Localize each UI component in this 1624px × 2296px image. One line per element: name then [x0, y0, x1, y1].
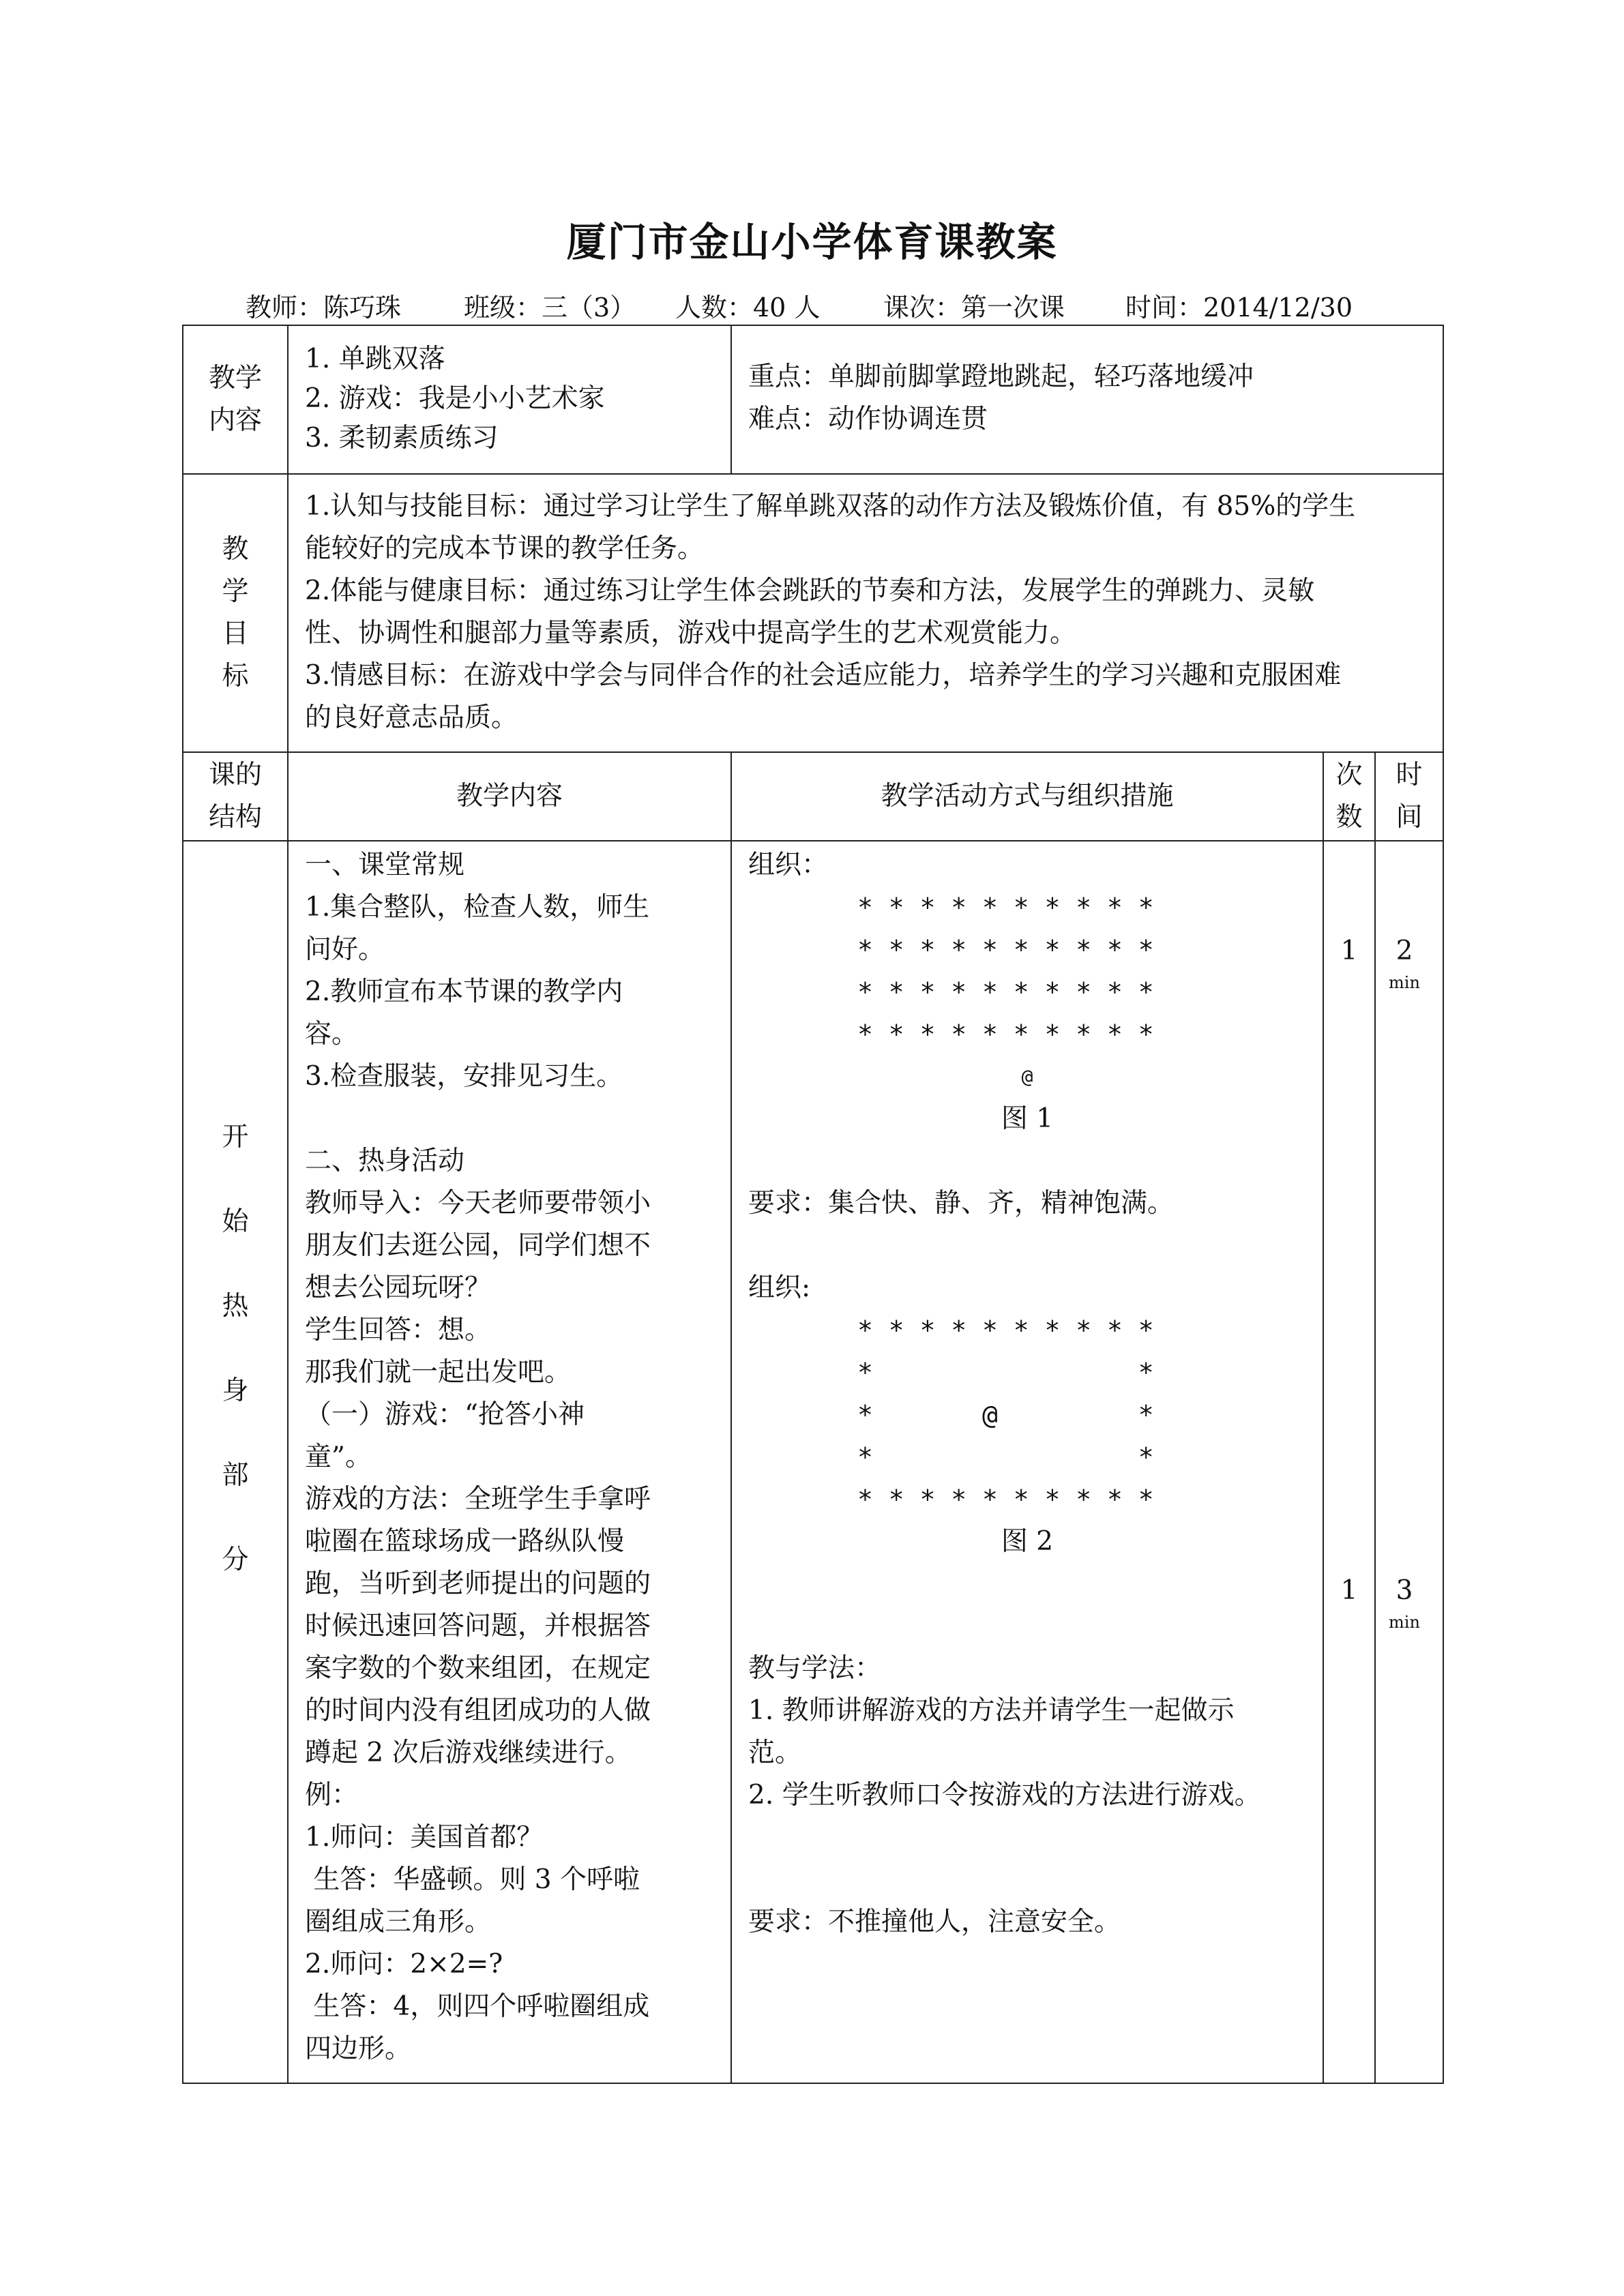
requirement: 要求：不推撞他人，注意安全。	[748, 1907, 1121, 1937]
lesson-meta	[246, 286, 1432, 322]
warmup-line: 游戏的方法：全班学生手拿呼	[305, 1484, 651, 1515]
date-info: 时间：2014/12/30	[1125, 293, 1353, 323]
times-header: 次 数	[1323, 752, 1375, 841]
figure-caption: 图 1	[1001, 1103, 1054, 1134]
warmup-row	[183, 841, 1443, 2083]
content-item: 3. 柔韧素质练习	[305, 423, 499, 453]
page-title: 厦门市金山小学体育课教案	[566, 219, 1058, 265]
times-value: 1	[1340, 936, 1358, 966]
formation-row: * * * * * * * * * *	[857, 1485, 1154, 1515]
goals-label: 教 学 目 标	[183, 474, 288, 752]
warmup-line: 2.教师宣布本节课的教学内	[305, 976, 623, 1007]
warmup-line: 2.师问：2×2=?	[305, 1949, 503, 1980]
formation-row: * @ *	[857, 1400, 1154, 1430]
org-label: 组织:	[748, 1272, 811, 1303]
goal-line: 2.体能与健康目标：通过练习让学生体会跳跃的节奏和方法，发展学生的弹跳力、灵敏	[305, 576, 1315, 606]
warmup-line: 1.集合整队，检查人数，师生	[305, 892, 650, 923]
times-value: 1	[1340, 1575, 1358, 1606]
formation-row: * *	[857, 1358, 1154, 1388]
warmup-line: 童”。	[305, 1442, 372, 1472]
key-point: 重点：单脚前脚掌蹬地跳起，轻巧落地缓冲	[748, 361, 1254, 392]
warmup-line: 教师导入：今天老师要带领小	[305, 1188, 651, 1219]
lesson-plan-table	[182, 325, 1444, 2084]
class-info: 班级：三（3）	[464, 293, 636, 323]
warmup-line: 例：	[305, 1780, 359, 1810]
structure-header: 课的 结构	[183, 752, 288, 841]
warmup-line: 朋友们去逛公园，同学们想不	[305, 1230, 651, 1261]
duration-header: 时 间	[1375, 752, 1443, 841]
content-label: 教学 内容	[183, 325, 288, 474]
goal-line: 的良好意志品质。	[305, 702, 518, 733]
warmup-line: 的时间内没有组团成功的人做	[305, 1695, 651, 1726]
formation-row: * * * * * * * * * *	[857, 935, 1154, 965]
goal-line: 性、协调性和腿部力量等素质，游戏中提高学生的艺术观赏能力。	[305, 618, 1077, 648]
session-info: 课次：第一次课	[883, 293, 1065, 323]
formation-row: * * * * * * * * * *	[857, 1315, 1154, 1345]
method-line: 1. 教师讲解游戏的方法并请学生一起做示	[748, 1695, 1235, 1726]
goal-line: 1.认知与技能目标：通过学习让学生了解单跳双落的动作方法及锻炼价值，有 85%的学生	[305, 491, 1356, 522]
warmup-line: 想去公园玩呀？	[305, 1272, 492, 1303]
header-row	[183, 752, 1443, 841]
warmup-durations	[1375, 841, 1443, 2083]
warmup-activity	[731, 841, 1323, 2083]
duration-value: 3	[1396, 1575, 1413, 1606]
warmup-line	[305, 1098, 714, 1140]
formation-row: * * * * * * * * * *	[857, 1019, 1154, 1049]
method-line: 范。	[748, 1738, 802, 1768]
goals-text	[288, 474, 1443, 752]
teacher-marker: @	[1021, 1065, 1033, 1088]
duration-unit: min	[1389, 973, 1420, 992]
figure-caption: 图 2	[1001, 1526, 1054, 1557]
content-items	[288, 325, 731, 474]
warmup-line: 蹲起 2 次后游戏继续进行。	[305, 1738, 632, 1768]
warmup-line: 那我们就一起出发吧。	[305, 1357, 572, 1388]
warmup-line: 一、课堂常规	[305, 850, 465, 880]
key-points	[731, 325, 1443, 474]
warmup-line: 学生回答：想。	[305, 1315, 492, 1345]
warmup-times	[1323, 841, 1375, 2083]
formation-row: * * * * * * * * * *	[857, 977, 1154, 1007]
requirement: 要求：集合快、静、齐，精神饱满。	[748, 1188, 1175, 1219]
goal-line: 能较好的完成本节课的教学任务。	[305, 533, 705, 564]
content-header: 教学内容	[288, 752, 731, 841]
org-label: 组织：	[748, 850, 829, 880]
teacher-info: 教师：陈巧珠	[246, 293, 402, 323]
warmup-line: 容。	[305, 1019, 359, 1049]
difficulty: 难点：动作协调连贯	[748, 404, 988, 434]
warmup-line: 啦圈在篮球场成一路纵队慢	[305, 1526, 625, 1557]
warmup-line: 跑，当听到老师提出的问题的	[305, 1568, 651, 1599]
warmup-line: 四边形。	[305, 2033, 412, 2064]
warmup-line: 圈组成三角形。	[305, 1907, 492, 1937]
warmup-label: 开 始 热 身 部 分	[183, 841, 288, 2083]
goal-line: 3.情感目标：在游戏中学会与同伴合作的社会适应能力，培养学生的学习兴趣和克服困难	[305, 660, 1342, 691]
warmup-line: 时候迅速回答问题，并根据答	[305, 1611, 651, 1641]
formation-row: * * * * * * * * * *	[857, 893, 1154, 923]
warmup-line: 1.师问：美国首都？	[305, 1822, 544, 1853]
warmup-line: 问好。	[305, 934, 385, 965]
content-item: 2. 游戏：我是小小艺术家	[305, 383, 605, 414]
content-row	[183, 325, 1443, 474]
student-count: 人数：40 人	[675, 293, 821, 323]
warmup-line: 3.检查服装，安排见习生。	[305, 1061, 623, 1092]
activity-header: 教学活动方式与组织措施	[731, 752, 1323, 841]
content-item: 1. 单跳双落	[305, 344, 445, 374]
duration-value: 2	[1396, 936, 1413, 966]
warmup-line: 案字数的个数来组团，在规定	[305, 1653, 651, 1684]
warmup-line: 生答：华盛顿。则 3 个呼啦	[305, 1864, 640, 1895]
warmup-line: 二、热身活动	[305, 1146, 465, 1176]
warmup-content	[288, 841, 731, 2083]
formation-row: * *	[857, 1442, 1154, 1472]
method-title: 教与学法：	[748, 1653, 882, 1684]
duration-unit: min	[1389, 1613, 1420, 1632]
goals-row	[183, 474, 1443, 752]
warmup-line: 生答：4，则四个呼啦圈组成	[305, 1991, 650, 2022]
warmup-line: （一）游戏：“抢答小神	[305, 1399, 585, 1430]
method-line: 2. 学生听教师口令按游戏的方法进行游戏。	[748, 1780, 1261, 1810]
